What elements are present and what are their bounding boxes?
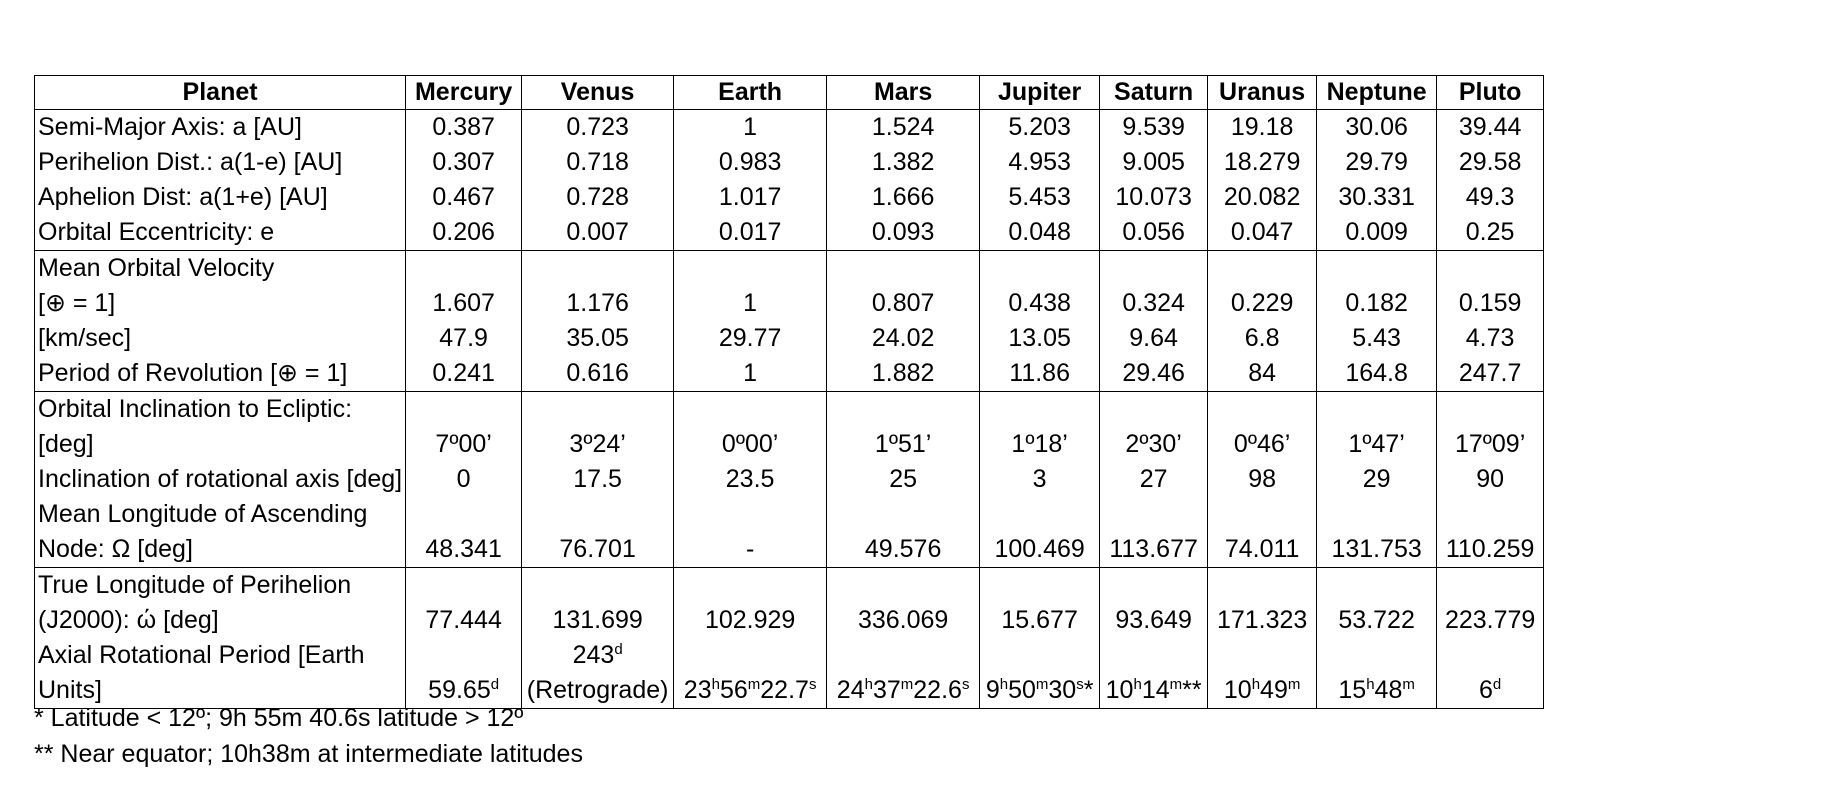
table-row <box>35 356 1544 392</box>
cell-mercury: 0.387 <box>406 110 522 146</box>
cell-mercury: 0.467 <box>406 180 522 215</box>
cell-mars: 1º51’ <box>827 392 980 463</box>
cell-mercury: 0.241 <box>406 356 522 392</box>
planet-data-table <box>34 75 1544 709</box>
row-label: Inclination of rotational axis [deg] <box>35 462 406 497</box>
cell-saturn: 9.64 <box>1100 321 1208 356</box>
header-mars: Mars <box>827 76 980 110</box>
row-label: Orbital Eccentricity: e <box>35 215 406 251</box>
cell-uranus: 0.047 <box>1208 215 1317 251</box>
cell-mercury: 77.444 <box>406 568 522 639</box>
cell-mercury <box>406 638 522 709</box>
cell-mercury: 47.9 <box>406 321 522 356</box>
cell-neptune: 131.753 <box>1317 497 1437 568</box>
cell-uranus: 0.229 <box>1208 251 1317 322</box>
cell-earth: 1.017 <box>674 180 827 215</box>
row-label: Perihelion Dist.: a(1-e) [AU] <box>35 145 406 180</box>
cell-uranus: 19.18 <box>1208 110 1317 146</box>
cell-mars: 336.069 <box>827 568 980 639</box>
cell-neptune: 30.331 <box>1317 180 1437 215</box>
cell-jupiter: 100.469 <box>980 497 1100 568</box>
cell-uranus: 171.323 <box>1208 568 1317 639</box>
cell-line: 6$^d$ <box>1479 676 1502 704</box>
row-label-line: Orbital Inclination to Ecliptic: <box>38 395 353 423</box>
cell-venus: 0.718 <box>522 145 674 180</box>
cell-earth: 23.5 <box>674 462 827 497</box>
cell-venus: 1.176 <box>522 251 674 322</box>
cell-saturn: 27 <box>1100 462 1208 497</box>
cell-jupiter: 11.86 <box>980 356 1100 392</box>
table-row <box>35 638 1544 709</box>
cell-earth: - <box>674 497 827 568</box>
cell-saturn: 29.46 <box>1100 356 1208 392</box>
footnote-equator: ** Near equator; 10h38m at intermediate latitudes <box>34 740 583 768</box>
cell-neptune: 29.79 <box>1317 145 1437 180</box>
cell-pluto: 29.58 <box>1437 145 1544 180</box>
row-label-line: Units] <box>38 676 102 704</box>
cell-jupiter: 15.677 <box>980 568 1100 639</box>
header-neptune: Neptune <box>1317 76 1437 110</box>
cell-saturn: 2º30’ <box>1100 392 1208 463</box>
cell-earth: 1 <box>674 251 827 322</box>
table-row <box>35 110 1544 146</box>
row-label: Semi-Major Axis: a [AU] <box>35 110 406 146</box>
cell-uranus: 74.011 <box>1208 497 1317 568</box>
cell-mars: 1.666 <box>827 180 980 215</box>
row-label <box>35 251 406 322</box>
cell-jupiter <box>980 638 1100 709</box>
row-label-line: True Longitude of Perihelion <box>38 571 352 599</box>
table-row <box>35 568 1544 639</box>
cell-jupiter: 5.453 <box>980 180 1100 215</box>
cell-line: 23$^h$56$^m$22.7$^s$ <box>683 676 817 704</box>
cell-jupiter: 5.203 <box>980 110 1100 146</box>
cell-neptune: 1º47’ <box>1317 392 1437 463</box>
cell-mars: 49.576 <box>827 497 980 568</box>
cell-jupiter: 4.953 <box>980 145 1100 180</box>
cell-mars: 25 <box>827 462 980 497</box>
row-label <box>35 392 406 463</box>
cell-line: 59.65$^d$ <box>428 676 500 704</box>
cell-saturn: 10.073 <box>1100 180 1208 215</box>
header-jupiter: Jupiter <box>980 76 1100 110</box>
cell-mars: 1.524 <box>827 110 980 146</box>
row-label-line: [⊕ = 1] <box>38 289 116 317</box>
cell-earth: 1 <box>674 356 827 392</box>
cell-uranus <box>1208 638 1317 709</box>
row-label: [km/sec] <box>35 321 406 356</box>
cell-pluto: 4.73 <box>1437 321 1544 356</box>
cell-line: 243$^d$ <box>572 641 623 669</box>
row-label-line: Node: Ω [deg] <box>38 535 193 563</box>
header-saturn: Saturn <box>1100 76 1208 110</box>
cell-venus: 35.05 <box>522 321 674 356</box>
cell-venus: 0.723 <box>522 110 674 146</box>
cell-saturn: 113.677 <box>1100 497 1208 568</box>
cell-mars: 0.807 <box>827 251 980 322</box>
header-mercury: Mercury <box>406 76 522 110</box>
footnotes <box>34 700 583 772</box>
cell-venus: 0.616 <box>522 356 674 392</box>
header-venus: Venus <box>522 76 674 110</box>
cell-mercury: 1.607 <box>406 251 522 322</box>
cell-neptune: 5.43 <box>1317 321 1437 356</box>
header-pluto: Pluto <box>1437 76 1544 110</box>
cell-venus: 0.007 <box>522 215 674 251</box>
cell-jupiter: 3 <box>980 462 1100 497</box>
cell-mars: 0.093 <box>827 215 980 251</box>
cell-pluto: 223.779 <box>1437 568 1544 639</box>
cell-mercury: 48.341 <box>406 497 522 568</box>
cell-venus: 76.701 <box>522 497 674 568</box>
cell-neptune <box>1317 638 1437 709</box>
cell-line: 24$^h$37$^m$22.6$^s$ <box>836 676 970 704</box>
cell-jupiter: 13.05 <box>980 321 1100 356</box>
table-row <box>35 462 1544 497</box>
cell-saturn <box>1100 638 1208 709</box>
cell-jupiter: 0.048 <box>980 215 1100 251</box>
cell-pluto: 90 <box>1437 462 1544 497</box>
cell-uranus: 84 <box>1208 356 1317 392</box>
header-planet: Planet <box>35 76 406 110</box>
cell-venus <box>522 638 674 709</box>
table-row <box>35 215 1544 251</box>
cell-line: 10$^h$14$^m$** <box>1105 676 1202 704</box>
cell-line: 9$^h$50$^m$30$^s$* <box>985 676 1094 704</box>
cell-uranus: 98 <box>1208 462 1317 497</box>
cell-venus: 3º24’ <box>522 392 674 463</box>
planet-data-table-container <box>34 75 1544 709</box>
cell-earth: 29.77 <box>674 321 827 356</box>
cell-saturn: 0.056 <box>1100 215 1208 251</box>
row-label-line: Mean Longitude of Ascending <box>38 500 368 528</box>
cell-uranus: 6.8 <box>1208 321 1317 356</box>
cell-mars <box>827 638 980 709</box>
cell-mercury: 0 <box>406 462 522 497</box>
cell-saturn: 9.005 <box>1100 145 1208 180</box>
row-label-line: Mean Orbital Velocity <box>38 254 275 282</box>
cell-line: 15$^h$48$^m$ <box>1338 676 1415 704</box>
cell-mars: 1.382 <box>827 145 980 180</box>
cell-earth <box>674 638 827 709</box>
cell-pluto: 17º09’ <box>1437 392 1544 463</box>
cell-mercury: 0.307 <box>406 145 522 180</box>
table-row <box>35 497 1544 568</box>
cell-uranus: 20.082 <box>1208 180 1317 215</box>
row-label <box>35 568 406 639</box>
cell-venus: 17.5 <box>522 462 674 497</box>
cell-venus: 131.699 <box>522 568 674 639</box>
cell-saturn: 9.539 <box>1100 110 1208 146</box>
cell-uranus: 0º46’ <box>1208 392 1317 463</box>
cell-pluto: 110.259 <box>1437 497 1544 568</box>
cell-pluto <box>1437 638 1544 709</box>
cell-uranus: 18.279 <box>1208 145 1317 180</box>
row-label: Aphelion Dist: a(1+e) [AU] <box>35 180 406 215</box>
table-row <box>35 145 1544 180</box>
cell-mercury: 7º00’ <box>406 392 522 463</box>
cell-mars: 24.02 <box>827 321 980 356</box>
cell-neptune: 0.182 <box>1317 251 1437 322</box>
row-label-line: (J2000): ώ [deg] <box>38 606 219 634</box>
table-row <box>35 392 1544 463</box>
cell-neptune: 29 <box>1317 462 1437 497</box>
cell-pluto: 0.159 <box>1437 251 1544 322</box>
cell-neptune: 0.009 <box>1317 215 1437 251</box>
row-label: Period of Revolution [⊕ = 1] <box>35 356 406 392</box>
row-label <box>35 638 406 709</box>
row-label-line: [deg] <box>38 430 94 458</box>
cell-saturn: 93.649 <box>1100 568 1208 639</box>
cell-saturn: 0.324 <box>1100 251 1208 322</box>
cell-neptune: 53.722 <box>1317 568 1437 639</box>
cell-pluto: 39.44 <box>1437 110 1544 146</box>
cell-earth: 0º00’ <box>674 392 827 463</box>
cell-earth: 0.983 <box>674 145 827 180</box>
header-uranus: Uranus <box>1208 76 1317 110</box>
cell-earth: 1 <box>674 110 827 146</box>
cell-neptune: 164.8 <box>1317 356 1437 392</box>
cell-jupiter: 0.438 <box>980 251 1100 322</box>
cell-pluto: 49.3 <box>1437 180 1544 215</box>
cell-line: 10$^h$49$^m$ <box>1223 676 1301 704</box>
table-row <box>35 251 1544 322</box>
cell-jupiter: 1º18’ <box>980 392 1100 463</box>
cell-pluto: 247.7 <box>1437 356 1544 392</box>
cell-mars: 1.882 <box>827 356 980 392</box>
cell-earth: 0.017 <box>674 215 827 251</box>
header-earth: Earth <box>674 76 827 110</box>
cell-venus: 0.728 <box>522 180 674 215</box>
cell-earth: 102.929 <box>674 568 827 639</box>
table-header-row <box>35 76 1544 110</box>
table-row <box>35 180 1544 215</box>
table-body <box>35 110 1544 709</box>
cell-mercury: 0.206 <box>406 215 522 251</box>
row-label <box>35 497 406 568</box>
table-row <box>35 321 1544 356</box>
cell-line: (Retrograde) <box>526 676 669 704</box>
row-label-line: Axial Rotational Period [Earth <box>38 641 365 669</box>
cell-neptune: 30.06 <box>1317 110 1437 146</box>
footnote-latitude: * Latitude < 12º; 9h 55m 40.6s latitude > 12º <box>34 704 524 732</box>
cell-pluto: 0.25 <box>1437 215 1544 251</box>
